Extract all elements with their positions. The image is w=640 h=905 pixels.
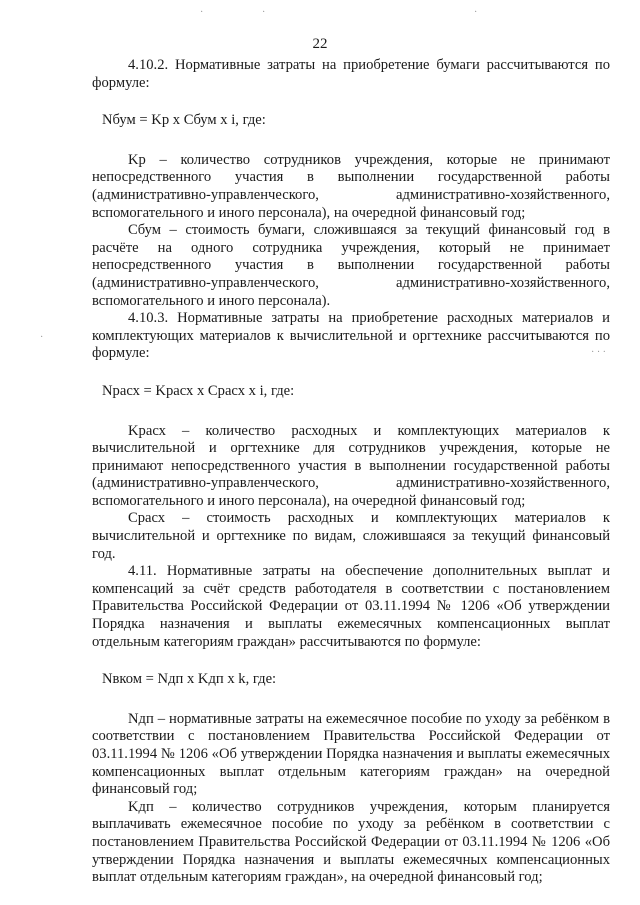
section-4-11-intro: 4.11. Нормативные затраты на обеспечение дополнительных выплат и компенсаций за счёт средств работодателя в соответствии с постановлением Правительства Российской Федерации от 03.11.1994 № 1206 «Об утверждении Порядка назначения и выплаты ежемесячных компенсационных выплат отдельным категориям граждан» рассчитываются по формуле: [92, 563, 610, 650]
page-number: 22 [312, 36, 328, 52]
section-4-10-3-intro: 4.10.3. Нормативные затраты на приобретение расходных материалов и комплектующих материалов к вычислительной и оргтехнике рассчитываются по формуле: [92, 310, 610, 362]
formula-vkom: Nвком = Nдп x Kдп x k, где: [102, 671, 277, 688]
formula-bum: Nбум = Kр x Cбум x i, где: [102, 112, 266, 129]
scan-mark: · [40, 332, 44, 343]
document-body [92, 57, 610, 887]
formula-rasx: Nрасх = Kрасх x Cрасх x i, где: [102, 382, 295, 399]
definition-cbum: Cбум – стоимость бумаги, сложившаяся за текущий финансовый год в расчёте на одного сотрудника учреждения, который не принимает непосредственного участия в выполнении государственной работы (административно-управленческого, административно-хозяйственного, вспомогательного и иного персонала). [92, 222, 610, 309]
definition-ndp: Nдп – нормативные затраты на ежемесячное пособие по уходу за ребёнком в соответствии с постановлением Правительства Российской Федерации от 03.11.1994 № 1206 «Об утверждении Порядка назначения и выплаты ежемесячных компенсационных выплат отдельным категориям граждан» на очередной финансовый год; [92, 710, 610, 798]
scan-mark: · [474, 7, 478, 18]
scan-mark: · · · [591, 347, 606, 358]
definition-kr: Kр – количество сотрудников учреждения, которые не принимают непосредственного участия в выполнении государственной работы (административно-управленческого, административно-хозяйственного, вспомогательного и иного персонала), на очередной финансовый год; [92, 151, 610, 221]
definition-krasx: Kрасх – количество расходных и комплектующих материалов к вычислительной и оргтехнике для сотрудников учреждения, которые не принимают непосредственного участия в выполнении государственной работы (административно-управленческого, административно-хозяйственного, вспомогательного и иного персонала), на очередной финансовый год; [92, 422, 610, 509]
definition-kdp: Kдп – количество сотрудников учреждения, которым планируется выплачивать ежемесячное пособие по уходу за ребёнком в соответствии с постановлением Правительства Российской Федерации от 03.11.1994 № 1206 «Об утверждении Порядка назначения и выплаты ежемесячных компенсационных выплат отдельным категориям граждан», на очередной финансовый год; [92, 798, 610, 886]
definition-crasx: Cрасх – стоимость расходных и комплектующих материалов к вычислительной и оргтехнике по видам, сложившаяся за текущий финансовый год. [92, 510, 610, 562]
scan-mark: · [262, 7, 266, 18]
scan-mark: · [200, 7, 204, 18]
section-4-10-2-intro: 4.10.2. Нормативные затраты на приобретение бумаги рассчитываются по формуле: [92, 57, 610, 91]
